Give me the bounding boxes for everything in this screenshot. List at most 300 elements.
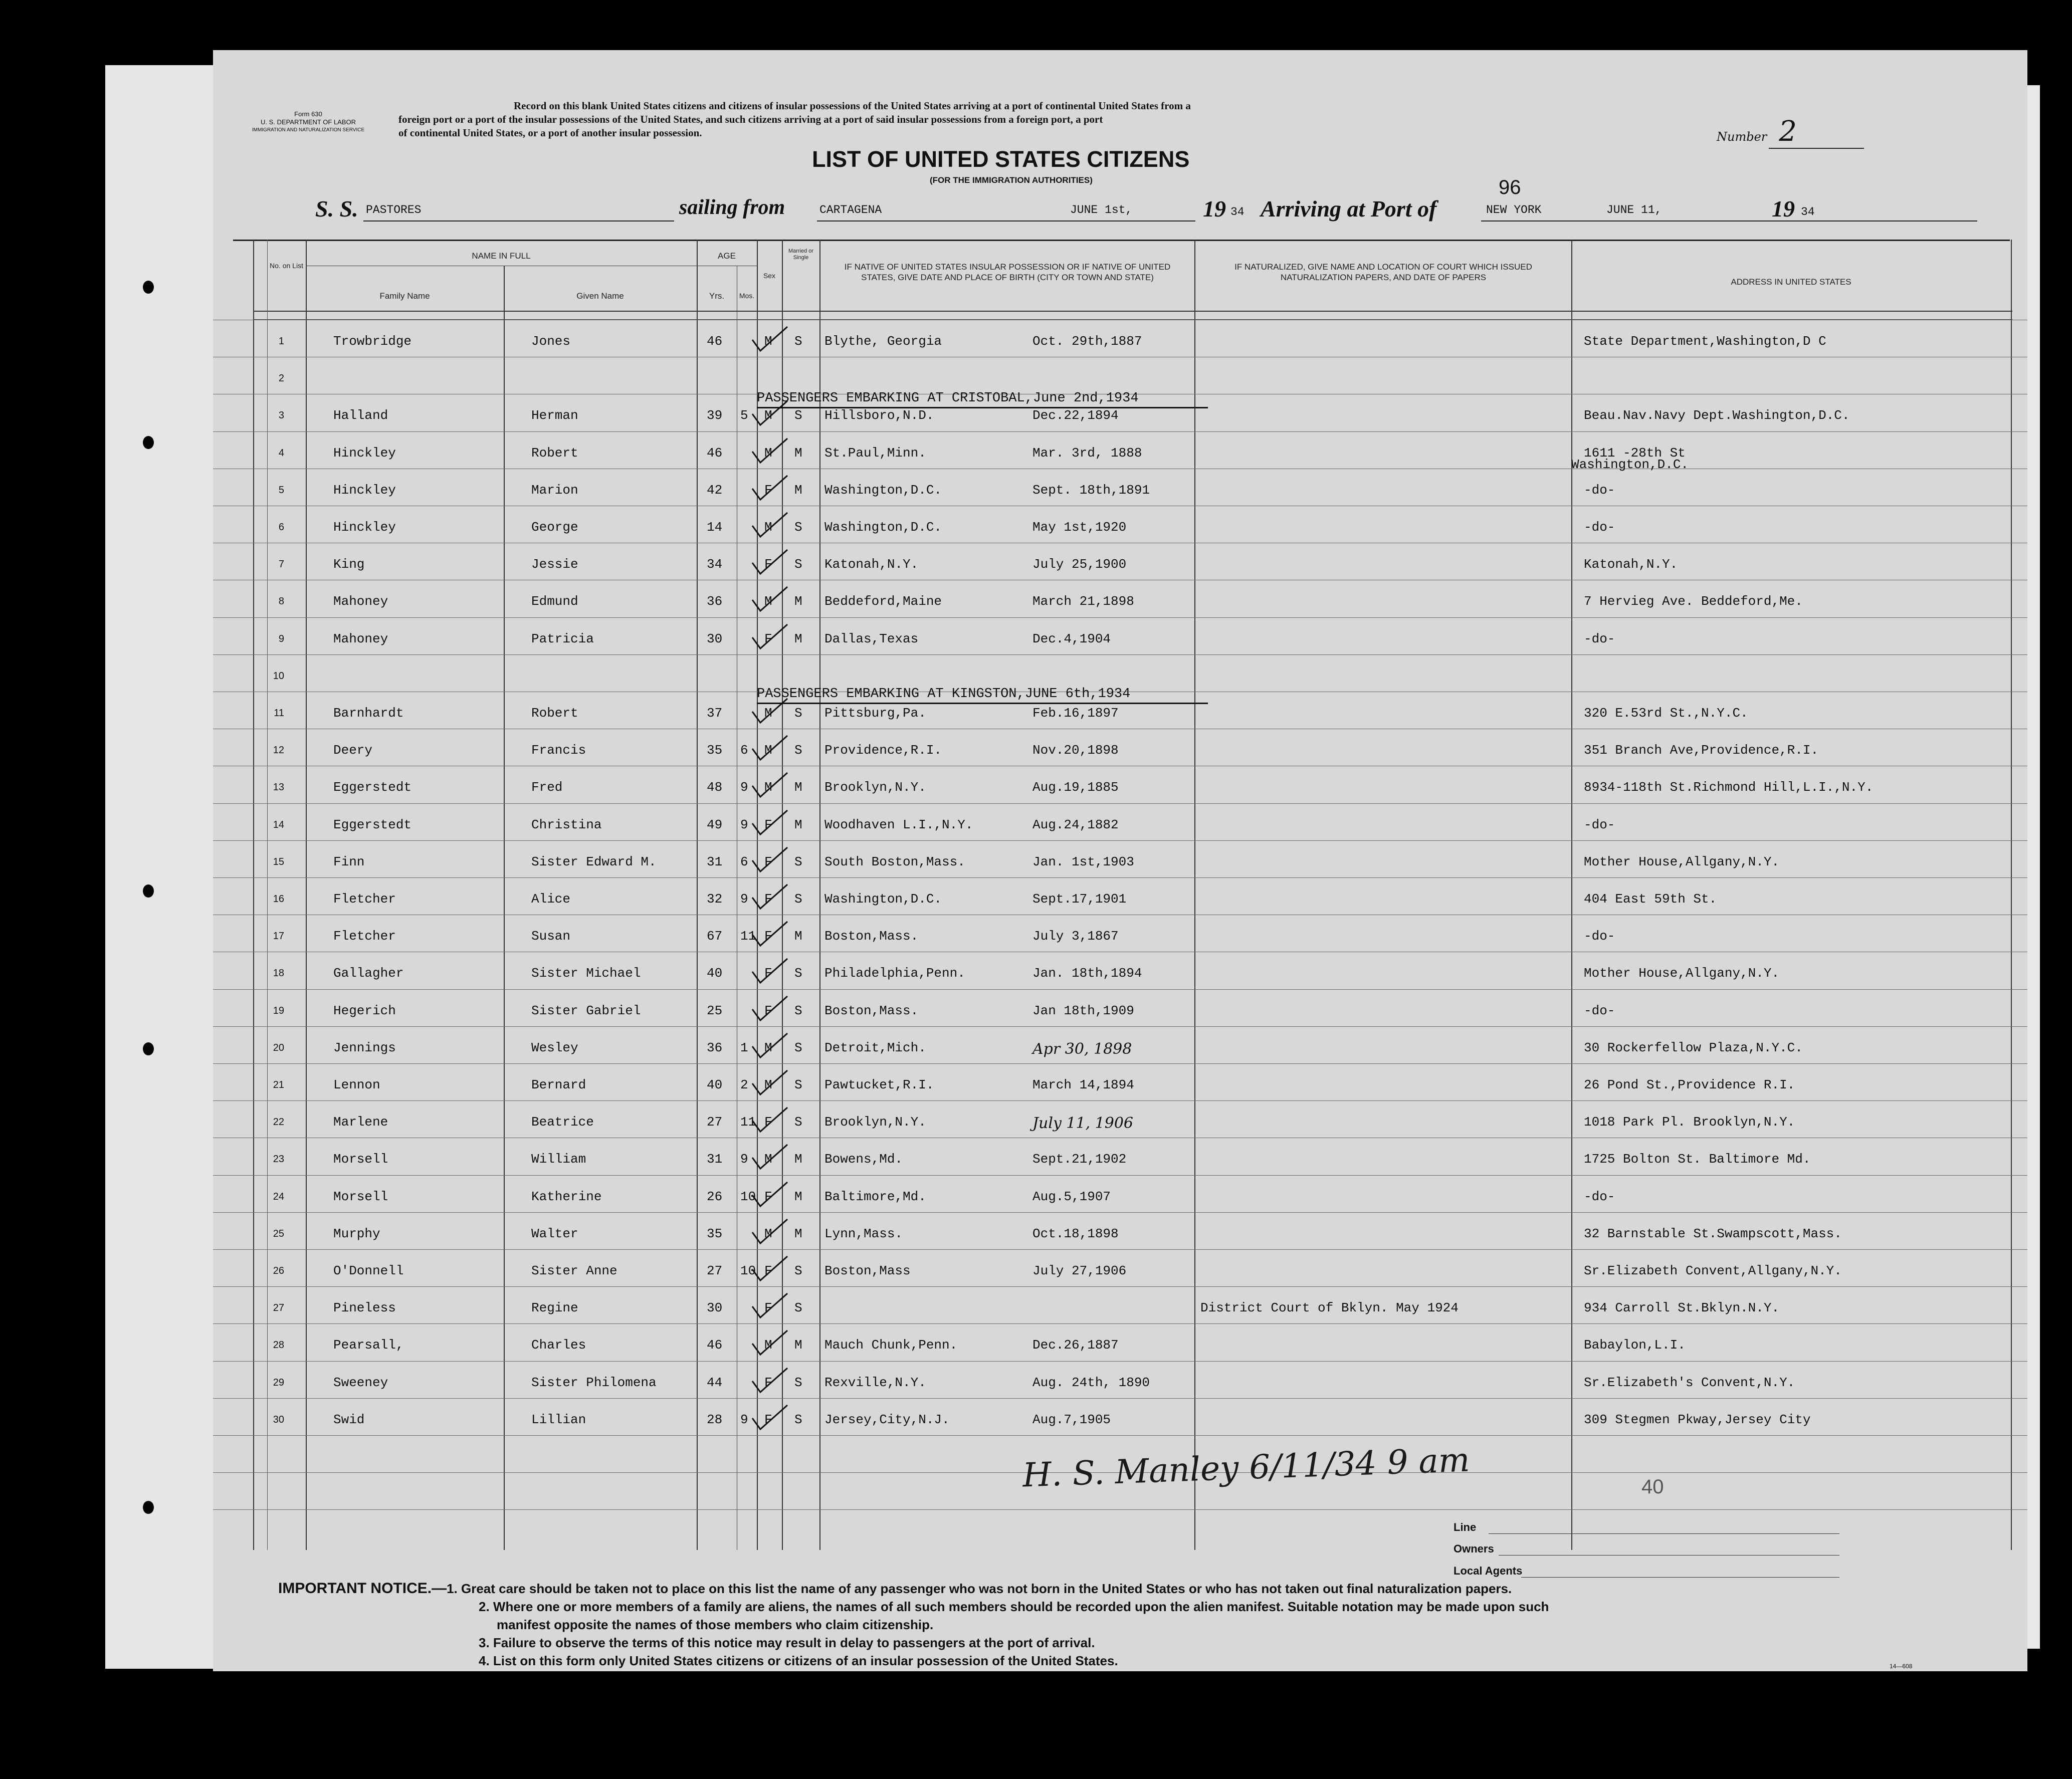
local-agents-label: Local Agents	[1454, 1565, 1523, 1577]
stamp-number: 96	[1499, 176, 1521, 198]
cell-ms: S	[794, 1040, 802, 1055]
cell-ms: S	[794, 1003, 802, 1018]
cell-date: Feb.16,1897	[1032, 706, 1119, 721]
check-mark-icon	[749, 1291, 789, 1321]
cell-place: Providence,R.I.	[824, 743, 942, 758]
cell-date: Jan 18th,1909	[1032, 1003, 1134, 1018]
cell-no: 19	[273, 1005, 284, 1016]
cell-addr: 404 East 59th St.	[1584, 892, 1717, 907]
cell-sex: M	[764, 1040, 772, 1055]
cell-yrs: 40	[707, 1077, 723, 1092]
cell-addr: 7 Hervieg Ave. Beddeford,Me.	[1584, 594, 1803, 609]
cell-date: Aug.7,1905	[1032, 1412, 1111, 1427]
cell-given: Sister Edward M.	[531, 854, 657, 869]
table-row	[213, 1212, 2027, 1249]
header-mos: Mos.	[739, 292, 755, 300]
cell-yrs: 42	[707, 482, 723, 498]
cell-date: March 21,1898	[1032, 594, 1134, 609]
binder-hole	[143, 436, 154, 449]
cell-date: Dec.26,1887	[1032, 1338, 1119, 1353]
cell-sex: F	[764, 1300, 772, 1316]
section-cristobal: PASSENGERS EMBARKING AT CRISTOBAL,June 2nd,1934	[757, 391, 1208, 408]
inspector-signature: H. S. Manley 6/11/34 9 am	[1021, 1440, 1471, 1495]
cell-given: Patricia	[531, 631, 594, 646]
table-row	[213, 840, 2027, 877]
arriving-label: Arriving at Port of	[1261, 196, 1437, 221]
header-sex: Sex	[763, 272, 776, 280]
cell-given: Robert	[531, 706, 578, 721]
cell-mos: 9	[740, 1412, 748, 1427]
check-mark-icon	[749, 920, 789, 950]
table-row	[213, 803, 2027, 840]
cell-given: Edmund	[531, 594, 578, 609]
cell-place: Katonah,N.Y.	[824, 557, 919, 572]
cell-sex: F	[764, 817, 772, 832]
cell-mos: 5	[740, 408, 748, 423]
cell-sex: M	[764, 594, 772, 609]
cell-given: Sister Michael	[531, 966, 641, 981]
table-row	[213, 1323, 2027, 1361]
cell-place: Bowens,Md.	[824, 1152, 903, 1167]
cell-yrs: 46	[707, 334, 723, 349]
cell-addr: Katonah,N.Y.	[1584, 557, 1678, 572]
cell-sex: M	[764, 408, 772, 423]
cell-given: Katherine	[531, 1189, 602, 1204]
cell-given: Fred	[531, 780, 563, 795]
cell-no: 12	[273, 745, 284, 756]
record-line: Record on this blank United States citizens and citizens of insular possessions of the United States arriving at a port of continental United States from a	[514, 100, 1191, 112]
cell-addr: 1611 -28th St	[1584, 445, 1686, 461]
check-mark-icon	[749, 511, 789, 541]
binder-hole	[143, 1501, 154, 1514]
cell-mos: 11	[740, 929, 756, 944]
cell-ms: M	[794, 1189, 802, 1204]
table-row	[213, 1249, 2027, 1286]
cell-date: Sept. 18th,1891	[1032, 482, 1150, 498]
cell-place: Pittsburg,Pa.	[824, 706, 926, 721]
table-row	[213, 989, 2027, 1026]
check-mark-icon	[749, 994, 789, 1024]
cell-sex: F	[764, 929, 772, 944]
cell-yrs: 30	[707, 1300, 723, 1316]
cell-ms: S	[794, 1300, 802, 1316]
cell-place: Beddeford,Maine	[824, 594, 942, 609]
cell-family: Pearsall,	[333, 1338, 404, 1353]
cell-ms: M	[794, 594, 802, 609]
cell-place: Boston,Mass.	[824, 1003, 919, 1018]
from-port: CARTAGENA	[819, 203, 882, 216]
cell-date: July 27,1906	[1032, 1263, 1127, 1278]
address-continuation: Washington,D.C.	[1571, 457, 1689, 472]
cell-place: Baltimore,Md.	[824, 1189, 926, 1204]
cell-yrs: 27	[707, 1263, 723, 1278]
cell-family: Trowbridge	[333, 334, 412, 349]
cell-no: 4	[278, 447, 284, 459]
cell-no: 18	[273, 968, 284, 979]
cell-sex: F	[764, 557, 772, 572]
notice-line-3: 3. Failure to observe the terms of this notice may result in delay to passengers at the port of arrival.	[479, 1635, 1095, 1650]
bottom-count: 40	[1641, 1476, 1664, 1498]
cell-sex: F	[764, 892, 772, 907]
cell-given: Robert	[531, 445, 578, 461]
binder-hole	[143, 281, 154, 294]
cell-addr: -do-	[1584, 1189, 1615, 1204]
arrival-year-prefix: 19	[1772, 196, 1795, 221]
cell-sex: M	[764, 1226, 772, 1241]
cell-date: March 14,1894	[1032, 1077, 1134, 1092]
notice-line-2b: manifest opposite the names of those members who claim citizenship.	[497, 1617, 934, 1632]
cell-ms: S	[794, 334, 802, 349]
cell-addr: 1018 Park Pl. Brooklyn,N.Y.	[1584, 1115, 1795, 1130]
cell-no: 2	[278, 373, 284, 384]
cell-yrs: 14	[707, 520, 723, 535]
record-instructions	[398, 99, 1191, 140]
table-row	[213, 580, 2027, 617]
cell-place: Pawtucket,R.I.	[824, 1077, 934, 1092]
notice-line-1: IMPORTANT NOTICE.—1. Great care should be taken not to place on this list the name of any passenger who was not born in the United States or who has not taken out final naturalization papers.	[278, 1580, 1512, 1597]
header-married: Married or Single	[788, 248, 814, 261]
cell-ms: S	[794, 706, 802, 721]
cell-date: Sept.21,1902	[1032, 1152, 1127, 1167]
cell-yrs: 35	[707, 743, 723, 758]
cell-place: Washington,D.C.	[824, 520, 942, 535]
cell-addr: State Department,Washington,D C	[1584, 334, 1826, 349]
footer-code: 14—608	[1890, 1663, 1913, 1670]
cell-family: Hinckley	[333, 520, 396, 535]
cell-given: Beatrice	[531, 1115, 594, 1130]
cell-addr: Sr.Elizabeth's Convent,N.Y.	[1584, 1375, 1795, 1390]
cell-given: Lillian	[531, 1412, 586, 1427]
cell-place: Brooklyn,N.Y.	[824, 780, 926, 795]
cell-mos: 11	[740, 1115, 756, 1130]
cell-yrs: 27	[707, 1115, 723, 1130]
header-address: ADDRESS IN UNITED STATES	[1731, 277, 1851, 287]
cell-place: Woodhaven L.I.,N.Y.	[824, 817, 973, 832]
number-label: Number	[1717, 130, 1767, 144]
cell-yrs: 31	[707, 1152, 723, 1167]
check-mark-icon	[749, 734, 789, 764]
cell-family: Fletcher	[333, 892, 396, 907]
cell-sex: M	[764, 334, 772, 349]
cell-ms: S	[794, 1077, 802, 1092]
table-row	[213, 506, 2027, 543]
cell-no: 24	[273, 1191, 284, 1202]
cell-no: 29	[273, 1377, 284, 1388]
department: U. S. DEPARTMENT OF LABOR	[261, 118, 356, 126]
cell-given: Charles	[531, 1338, 586, 1353]
cell-no: 3	[278, 410, 284, 421]
cell-date: Nov.20,1898	[1032, 743, 1119, 758]
cell-yrs: 36	[707, 1040, 723, 1055]
cell-sex: F	[764, 966, 772, 981]
cell-yrs: 34	[707, 557, 723, 572]
cell-given: Francis	[531, 743, 586, 758]
cell-addr: 309 Stegmen Pkway,Jersey City	[1584, 1412, 1811, 1427]
header-yrs: Yrs.	[709, 291, 725, 301]
cell-ms: S	[794, 854, 802, 869]
cell-ms: M	[794, 482, 802, 498]
cell-addr: -do-	[1584, 482, 1615, 498]
form-number: Form 630	[294, 110, 322, 118]
cell-given: Sister Gabriel	[531, 1003, 641, 1018]
cell-yrs: 48	[707, 780, 723, 795]
cell-place: Rexville,N.Y.	[824, 1375, 926, 1390]
cell-family: Sweeney	[333, 1375, 388, 1390]
cell-date: Jan. 18th,1894	[1032, 966, 1142, 981]
cell-no: 13	[273, 782, 284, 793]
cell-date: July 3,1867	[1032, 929, 1119, 944]
cell-no: 28	[273, 1340, 284, 1351]
header-age: AGE	[718, 251, 736, 261]
cell-no: 16	[273, 894, 284, 905]
cell-no: 1	[278, 336, 284, 347]
check-mark-icon	[749, 585, 789, 615]
cell-sex: F	[764, 1263, 772, 1278]
cell-yrs: 28	[707, 1412, 723, 1427]
cell-no: 6	[278, 522, 284, 533]
cell-place: St.Paul,Minn.	[824, 445, 926, 461]
service: IMMIGRATION AND NATURALIZATION SERVICE	[252, 127, 365, 133]
cell-sex: M	[764, 520, 772, 535]
cell-date: Jan. 1st,1903	[1032, 854, 1134, 869]
cell-no: 9	[278, 633, 284, 644]
cell-family: King	[333, 557, 365, 572]
cell-date: July 11, 1906	[1032, 1115, 1134, 1133]
table-row	[213, 915, 2027, 952]
cell-no: 15	[273, 856, 284, 867]
cell-place: Mauch Chunk,Penn.	[824, 1338, 958, 1353]
cell-yrs: 46	[707, 445, 723, 461]
cell-sex: F	[764, 482, 772, 498]
cell-family: Mahoney	[333, 631, 388, 646]
cell-sex: M	[764, 445, 772, 461]
table-row	[213, 357, 2027, 394]
cell-given: Alice	[531, 892, 571, 907]
cell-sex: M	[764, 1152, 772, 1167]
cell-yrs: 67	[707, 929, 723, 944]
cell-yrs: 44	[707, 1375, 723, 1390]
cell-ms: S	[794, 1375, 802, 1390]
cell-mos: 10	[740, 1189, 756, 1204]
row-rule	[213, 1435, 2027, 1436]
cell-no: 7	[278, 559, 284, 570]
table-row	[213, 1063, 2027, 1100]
check-mark-icon	[749, 1328, 789, 1359]
cell-addr: 320 E.53rd St.,N.Y.C.	[1584, 706, 1748, 721]
table-row	[213, 617, 2027, 654]
cell-date: Oct. 29th,1887	[1032, 334, 1142, 349]
table-row	[213, 1100, 2027, 1138]
cell-addr: 8934-118th St.Richmond Hill,L.I.,N.Y.	[1584, 780, 1874, 795]
cell-yrs: 37	[707, 706, 723, 721]
cell-mos: 10	[740, 1263, 756, 1278]
depart-year-prefix: 19	[1203, 196, 1226, 221]
check-mark-icon	[749, 325, 789, 355]
table-row	[213, 320, 2027, 357]
cell-nat: District Court of Bklyn. May 1924	[1200, 1300, 1459, 1316]
cell-yrs: 30	[707, 631, 723, 646]
cell-family: Morsell	[333, 1152, 388, 1167]
cell-given: William	[531, 1152, 586, 1167]
check-mark-icon	[749, 957, 789, 987]
list-number	[1717, 115, 1864, 149]
cell-no: 20	[273, 1042, 284, 1053]
number-value: 2	[1769, 115, 1864, 149]
table-row	[213, 431, 2027, 469]
cell-yrs: 49	[707, 817, 723, 832]
cell-family: Deery	[333, 743, 373, 758]
cell-addr: 1725 Bolton St. Baltimore Md.	[1584, 1152, 1811, 1167]
cell-sex: M	[764, 780, 772, 795]
form-id-block	[248, 110, 368, 134]
cell-family: Morsell	[333, 1189, 388, 1204]
record-line: foreign port or a port of the insular possessions of the United States, and such citizens arriving at a port of said insular possessions from a foreign port, a port	[398, 113, 1103, 125]
cell-date: July 25,1900	[1032, 557, 1127, 572]
row-rule	[213, 1509, 2027, 1510]
header-given-name: Given Name	[576, 291, 624, 301]
important-notice	[278, 1580, 2007, 1670]
cell-ms: M	[794, 1226, 802, 1241]
table-row	[213, 1026, 2027, 1063]
cell-yrs: 39	[707, 408, 723, 423]
binder-hole	[143, 1042, 154, 1055]
cell-family: Finn	[333, 854, 365, 869]
page-subtitle: (FOR THE IMMIGRATION AUTHORITIES)	[930, 175, 1093, 185]
cell-family: Barnhardt	[333, 706, 404, 721]
cell-date: Aug. 24th, 1890	[1032, 1375, 1150, 1390]
cell-family: Pineless	[333, 1300, 396, 1316]
depart-year: 34	[1230, 205, 1245, 218]
cell-mos: 6	[740, 743, 748, 758]
table-row	[213, 729, 2027, 766]
cell-family: Eggerstedt	[333, 780, 412, 795]
cell-given: Sister Philomena	[531, 1375, 657, 1390]
cell-sex: F	[764, 1412, 772, 1427]
cell-date: Aug.24,1882	[1032, 817, 1119, 832]
ship-name: PASTORES	[366, 203, 422, 216]
cell-ms: S	[794, 892, 802, 907]
cell-no: 11	[274, 708, 284, 719]
notice-heading: IMPORTANT NOTICE.—	[278, 1580, 447, 1597]
cell-date: Dec.4,1904	[1032, 631, 1111, 646]
depart-date: JUNE 1st,	[1070, 203, 1133, 216]
check-mark-icon	[749, 474, 789, 504]
cell-given: Wesley	[531, 1040, 578, 1055]
cell-no: 22	[273, 1117, 284, 1128]
cell-addr: Mother House,Allgany,N.Y.	[1584, 854, 1780, 869]
cell-given: Regine	[531, 1300, 578, 1316]
cell-sex: M	[764, 1077, 772, 1092]
check-mark-icon	[749, 548, 789, 578]
check-mark-icon	[749, 1068, 789, 1098]
cell-no: 8	[278, 596, 284, 607]
cell-given: Walter	[531, 1226, 578, 1241]
cell-yrs: 31	[707, 854, 723, 869]
cell-sex: F	[764, 631, 772, 646]
cell-sex: F	[764, 1375, 772, 1390]
cell-ms: M	[794, 631, 802, 646]
cell-no: 23	[273, 1154, 284, 1165]
cell-place: Philadelphia,Penn.	[824, 966, 965, 981]
cell-family: Murphy	[333, 1226, 380, 1241]
table-row	[213, 766, 2027, 803]
cell-no: 17	[273, 931, 284, 942]
cell-no: 5	[278, 484, 284, 496]
cell-ms: M	[794, 445, 802, 461]
cell-ms: S	[794, 520, 802, 535]
cell-ms: M	[794, 1152, 802, 1167]
cell-yrs: 36	[707, 594, 723, 609]
cell-date: Dec.22,1894	[1032, 408, 1119, 423]
cell-yrs: 32	[707, 892, 723, 907]
cell-family: Marlene	[333, 1115, 388, 1130]
header-family-name: Family Name	[379, 291, 430, 301]
cell-sex: M	[764, 706, 772, 721]
table-row	[213, 654, 2027, 692]
cell-family: Gallagher	[333, 966, 404, 981]
cell-addr: -do-	[1584, 520, 1615, 535]
cell-sex: M	[764, 743, 772, 758]
record-line: of continental United States, or a port of another insular possession.	[398, 127, 702, 139]
notice-line-2: 2. Where one or more members of a family are aliens, the names of all such members should be recorded upon the alien manifest. Suitable notation may be made upon such	[479, 1599, 1549, 1614]
cell-sex: F	[764, 1115, 772, 1130]
sailing-label: sailing from	[679, 196, 785, 219]
cell-ms: S	[794, 966, 802, 981]
cell-date: Apr 30, 1898	[1032, 1040, 1132, 1058]
arrival-year: 34	[1801, 205, 1815, 218]
cell-mos: 9	[740, 780, 748, 795]
cell-place: Washington,D.C.	[824, 892, 942, 907]
cell-family: O'Donnell	[333, 1263, 404, 1278]
cell-place: Brooklyn,N.Y.	[824, 1115, 926, 1130]
cell-ms: S	[794, 1115, 802, 1130]
check-mark-icon	[749, 882, 789, 913]
cell-date: May 1st,1920	[1032, 520, 1127, 535]
cell-place: South Boston,Mass.	[824, 854, 965, 869]
cell-mos: 9	[740, 1152, 748, 1167]
cell-given: Susan	[531, 929, 571, 944]
cell-family: Swid	[333, 1412, 365, 1427]
cell-mos: 9	[740, 817, 748, 832]
table-row	[213, 1138, 2027, 1175]
cell-given: Christina	[531, 817, 602, 832]
check-mark-icon	[749, 1254, 789, 1284]
owners-label: Owners	[1454, 1542, 1494, 1555]
check-mark-icon	[749, 1366, 789, 1396]
cell-ms: M	[794, 780, 802, 795]
manifest-sheet	[213, 50, 2027, 1671]
cell-no: 26	[273, 1265, 284, 1276]
cell-addr: 32 Barnstable St.Swampscott,Mass.	[1584, 1226, 1842, 1241]
ss-label: S. S.	[315, 196, 358, 221]
check-mark-icon	[749, 1143, 789, 1173]
cell-ms: M	[794, 929, 802, 944]
cell-place: Hillsboro,N.D.	[824, 408, 934, 423]
line-label: Line	[1454, 1521, 1477, 1533]
cell-mos: 2	[740, 1077, 748, 1092]
cell-ms: M	[794, 1338, 802, 1353]
check-mark-icon	[749, 1217, 789, 1247]
cell-date: Mar. 3rd, 1888	[1032, 445, 1142, 461]
cell-ms: S	[794, 1263, 802, 1278]
cell-given: Marion	[531, 482, 578, 498]
cell-place: Lynn,Mass.	[824, 1226, 903, 1241]
table-row	[213, 1361, 2027, 1398]
cell-ms: M	[794, 817, 802, 832]
header-birth: IF NATIVE OF UNITED STATES INSULAR POSSESSION OR IF NATIVE OF UNITED STATES, GIVE DATE AND PLACE OF BIRTH (CITY OR TOWN AND STATE)	[844, 262, 1171, 282]
arrival-date: JUNE 11,	[1606, 203, 1662, 216]
cell-addr: -do-	[1584, 817, 1615, 832]
